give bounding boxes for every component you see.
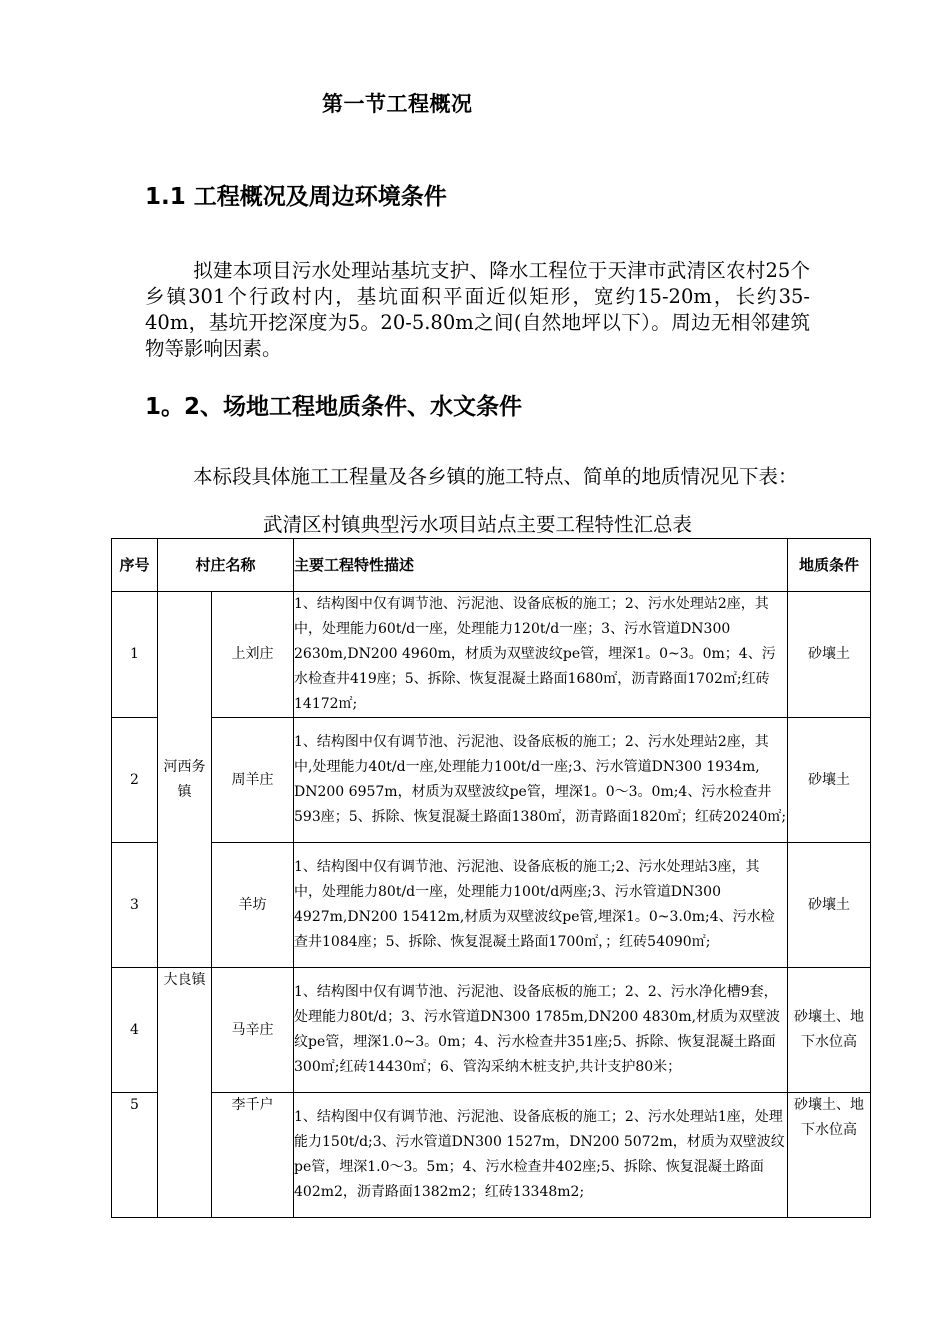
paragraph-overview <box>145 258 810 362</box>
desc-cell: 1、结构图中仅有调节池、污泥池、设备底板的施工；2、2、污水净化槽9套，处理能力80t/d；3、污水管道DN300 1785m,DN200 4830m,材质为双壁波纹pe管，埋深1.0~3。0m；4、污水检查井351座;5、拆除、恢复混凝土路面300㎡;红砖14430㎡；6、管沟采纳木桩支护,共计支护80米； <box>294 968 788 1093</box>
village-cell: 周羊庄 <box>212 718 294 843</box>
section-heading-1-2: 1。2、场地工程地质条件、水文条件 <box>145 394 523 420</box>
section-heading-1-1: 1.1 工程概况及周边环境条件 <box>145 184 447 210</box>
paragraph-intro-text: 本标段具体施工工程量及各乡镇的施工特点、简单的地质情况见下表： <box>193 465 798 488</box>
cond-cell: 砂壤土 <box>788 843 871 968</box>
header-village: 村庄名称 <box>158 539 294 592</box>
paragraph-overview-text: 拟建本项目污水处理站基坑支护、降水工程位于天津市武清区农村25个乡镇301个行政村内，基坑面积平面近似矩形，宽约15-20m，长约35-40m，基坑开挖深度为5。20-5.80m之间(自然地坪以下）。周边无相邻建筑物等影响因素。 <box>145 259 810 360</box>
town-cell: 大良镇 <box>158 968 212 1218</box>
paragraph-intro <box>145 464 810 490</box>
village-cell: 马辛庄 <box>212 968 294 1093</box>
header-desc: 主要工程特性描述 <box>294 539 788 592</box>
village-cell: 上刘庄 <box>212 592 294 718</box>
header-cond: 地质条件 <box>788 539 871 592</box>
table-row <box>112 1093 871 1218</box>
desc-cell: 1、结构图中仅有调节池、污泥池、设备底板的施工;2、污水处理站3座，其中，处理能力80t/d一座，处理能力100t/d两座;3、污水管道DN300 4927m,DN200 15412m,材质为双壁波纹pe管,埋深1。0~3.0m;4、污水检查井1084座；5、拆除、恢复混凝土路面1700㎡，；红砖54090㎡; <box>294 843 788 968</box>
cond-cell: 砂壤土 <box>788 592 871 718</box>
table-caption: 武清区村镇典型污水项目站点主要工程特性汇总表 <box>262 513 692 536</box>
summary-table <box>111 538 871 1218</box>
village-cell: 羊坊 <box>212 843 294 968</box>
cond-cell: 砂壤土 <box>788 718 871 843</box>
row-no: 3 <box>112 843 158 968</box>
row-no: 5 <box>112 1093 158 1218</box>
table-row <box>112 592 871 718</box>
village-cell: 李千户 <box>212 1093 294 1218</box>
row-no: 4 <box>112 968 158 1093</box>
desc-cell: 1、结构图中仅有调节池、污泥池、设备底板的施工；2、污水处理站2座，其中,处理能力40t/d一座,处理能力100t/d一座;3、污水管道DN300 1934m, DN200 6957m，材质为双壁波纹pe管，埋深1。0～3。0m;4、污水检查井593座；5、拆除、恢复混凝土路面1380㎡，沥青路面1820㎡；红砖20240㎡; <box>294 718 788 843</box>
table-row <box>112 843 871 968</box>
row-no: 1 <box>112 592 158 718</box>
desc-cell: 1、结构图中仅有调节池、污泥池、设备底板的施工；2、污水处理站1座，处理能力150t/d;3、污水管道DN300 1527m，DN200 5072m，材质为双壁波纹pe管，埋深1.0～3。5m；4、污水检查井402座;5、拆除、恢复混凝土路面402m2，沥青路面1382m2；红砖13348m2; <box>294 1093 788 1218</box>
desc-cell: 1、结构图中仅有调节池、污泥池、设备底板的施工；2、污水处理站2座，其中，处理能力60t/d一座，处理能力120t/d一座；3、污水管道DN300 2630m,DN200 4960m，材质为双壁波纹pe管，埋深1。0~3。0m；4、污水检查井419座；5、拆除、恢复混凝土路面1680㎡，沥青路面1702㎡;红砖14172㎡; <box>294 592 788 718</box>
cond-cell: 砂壤土、地下水位高 <box>788 968 871 1093</box>
row-no: 2 <box>112 718 158 843</box>
page-title: 第一节工程概况 <box>322 92 473 116</box>
header-no: 序号 <box>112 539 158 592</box>
town-cell: 河西务镇 <box>158 592 212 968</box>
table-header-row <box>112 539 871 592</box>
table-row <box>112 968 871 1093</box>
cond-cell: 砂壤土、地下水位高 <box>788 1093 871 1218</box>
table-row <box>112 718 871 843</box>
